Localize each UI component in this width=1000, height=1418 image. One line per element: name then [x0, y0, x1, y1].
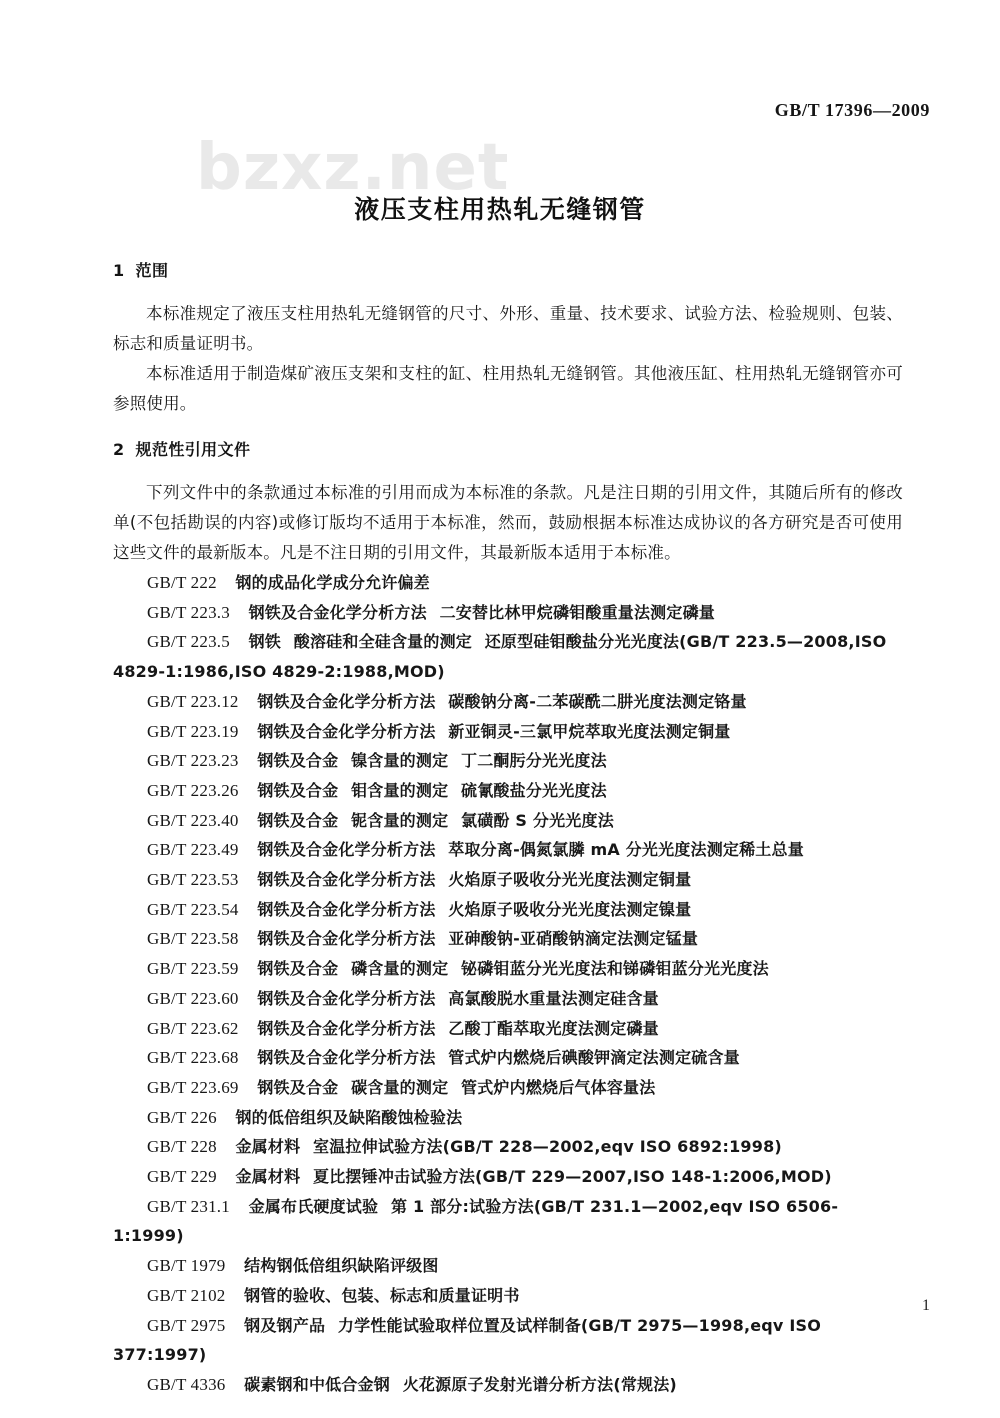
- reference-extra: 管式炉内燃烧后气体容量法: [461, 1077, 656, 1097]
- reference-method: 磷含量的测定: [351, 959, 449, 979]
- clause-heading-1: [113, 258, 903, 281]
- reference-method: 亚砷酸钠-亚硝酸钠滴定法测定锰量: [448, 929, 699, 949]
- reference-item: [113, 776, 903, 806]
- clause-title-1: 范围: [135, 261, 169, 280]
- reference-item: [113, 984, 903, 1014]
- reference-method: 镍含量的测定: [351, 751, 449, 771]
- reference-method: 碳含量的测定: [351, 1077, 449, 1097]
- reference-title: 钢及钢产品: [244, 1315, 326, 1335]
- reference-extra: 丁二酮肟分光光度法: [461, 751, 607, 771]
- reference-title: 钢铁及合金化学分析方法: [257, 840, 436, 860]
- reference-method: 碳酸钠分离-二苯碳酰二肼光度法测定铬量: [448, 691, 747, 711]
- page-number: 1: [922, 1297, 930, 1314]
- reference-method: 铌含量的测定: [351, 810, 449, 830]
- reference-method: 第 1 部分:试验方法(GB/T 231.1—2002,eqv ISO 6506-1:1999): [113, 1196, 839, 1246]
- reference-title: 钢铁及合金化学分析方法: [257, 870, 436, 890]
- reference-item: [113, 1103, 903, 1133]
- reference-code: GB/T 223.40: [147, 810, 239, 830]
- reference-code: GB/T 223.69: [147, 1077, 239, 1097]
- reference-item: [113, 1311, 903, 1370]
- reference-code: GB/T 229: [147, 1167, 217, 1187]
- clause-2-paragraph-1: 下列文件中的条款通过本标准的引用而成为本标准的条款。凡是注日期的引用文件，其随后所有的修改单(不包括勘误的内容)或修订版均不适用于本标准，然而，鼓励根据本标准达成协议的各方研究是否可使用这些文件的最新版本。凡是不注日期的引用文件，其最新版本适用于本标准。: [113, 483, 903, 562]
- reference-code: GB/T 222: [147, 573, 217, 592]
- reference-code: GB/T 223.19: [147, 721, 239, 741]
- reference-item: [113, 1251, 903, 1281]
- reference-item: [113, 1132, 903, 1162]
- reference-code: GB/T 231.1: [147, 1196, 230, 1216]
- reference-method: 萃取分离-偶氮氯膦 mA 分光光度法测定稀土总量: [448, 840, 804, 860]
- reference-item: [113, 1370, 903, 1400]
- reference-extra: 硫氰酸盐分光光度法: [461, 780, 607, 800]
- reference-item: [113, 598, 903, 628]
- reference-title: 碳素钢和中低合金钢: [244, 1374, 390, 1394]
- reference-title: 钢铁: [248, 632, 282, 652]
- reference-title: 钢铁及合金化学分析方法: [257, 721, 436, 741]
- reference-method: 新亚铜灵-三氯甲烷萃取光度法测定铜量: [448, 721, 731, 741]
- clause-number-2: 2: [113, 440, 125, 459]
- reference-code: GB/T 223.62: [147, 1018, 239, 1038]
- reference-item: [113, 717, 903, 747]
- reference-code: GB/T 226: [147, 1107, 217, 1127]
- reference-title: 钢铁及合金化学分析方法: [257, 899, 436, 919]
- reference-item: [113, 1281, 903, 1311]
- reference-item: [113, 806, 903, 836]
- page-title: 液压支柱用热轧无缝钢管: [354, 195, 646, 224]
- reference-code: GB/T 223.58: [147, 929, 239, 949]
- reference-code: GB/T 223.26: [147, 780, 239, 800]
- reference-title: 钢铁及合金化学分析方法: [257, 1018, 436, 1038]
- reference-title: 钢铁及合金: [257, 751, 339, 771]
- reference-title: 钢铁及合金化学分析方法: [257, 691, 436, 711]
- reference-code: GB/T 223.49: [147, 840, 239, 860]
- reference-method: 火焰原子吸收分光光度法测定铜量: [448, 870, 692, 890]
- reference-item: [113, 924, 903, 954]
- reference-code: GB/T 223.53: [147, 870, 239, 890]
- reference-code: GB/T 4336: [147, 1374, 226, 1394]
- reference-item: [113, 954, 903, 984]
- reference-title: 钢的成品化学成分允许偏差: [235, 573, 430, 592]
- reference-item: [113, 746, 903, 776]
- clause-1-paragraph-1: 本标准规定了液压支柱用热轧无缝钢管的尺寸、外形、重量、技术要求、试验方法、检验规则、包装、标志和质量证明书。: [113, 304, 903, 353]
- reference-title: 钢铁及合金: [257, 810, 339, 830]
- reference-method: 管式炉内燃烧后碘酸钾滴定法测定硫含量: [448, 1048, 740, 1068]
- reference-code: GB/T 2102: [147, 1285, 226, 1305]
- reference-code: GB/T 223.68: [147, 1048, 239, 1068]
- reference-title: 钢的低倍组织及缺陷酸蚀检验法: [235, 1107, 463, 1127]
- reference-code: GB/T 223.5: [147, 632, 230, 652]
- reference-item: [113, 627, 903, 686]
- reference-title: 金属布氏硬度试验: [248, 1196, 379, 1216]
- reference-extra: 还原型硅钼酸盐分光光度法(GB/T 223.5—2008,ISO 4829-1:1986,ISO 4829-2:1988,MOD): [113, 632, 887, 682]
- clause-1-paragraph-2: 本标准适用于制造煤矿液压支架和支柱的缸、柱用热轧无缝钢管。其他液压缸、柱用热轧无缝钢管亦可参照使用。: [113, 364, 903, 413]
- clause-heading-2: [113, 437, 903, 460]
- reference-item: [113, 1014, 903, 1044]
- reference-title: 钢铁及合金: [257, 780, 339, 800]
- reference-title: 钢铁及合金化学分析方法: [257, 988, 436, 1008]
- reference-item: [113, 1192, 903, 1251]
- document-body: [113, 258, 903, 1400]
- reference-title: 钢铁及合金化学分析方法: [248, 602, 427, 622]
- reference-method: 酸溶硅和全硅含量的测定: [293, 632, 472, 652]
- reference-item: [113, 895, 903, 925]
- clause-number-1: 1: [113, 261, 125, 280]
- normative-references-list: [113, 568, 903, 1400]
- reference-method: 高氯酸脱水重量法测定硅含量: [448, 988, 659, 1008]
- reference-code: GB/T 1979: [147, 1256, 226, 1276]
- reference-code: GB/T 223.3: [147, 602, 230, 622]
- reference-title: 金属材料: [235, 1137, 301, 1157]
- watermark-text: bzxz.net: [196, 131, 510, 205]
- reference-method: 乙酸丁酯萃取光度法测定磷量: [448, 1018, 659, 1038]
- reference-item: [113, 1073, 903, 1103]
- reference-code: GB/T 228: [147, 1137, 217, 1157]
- reference-extra: 铋磷钼蓝分光光度法和锑磷钼蓝分光光度法: [461, 959, 769, 979]
- reference-title: 金属材料: [235, 1167, 301, 1187]
- reference-item: [113, 865, 903, 895]
- reference-method: 室温拉伸试验方法(GB/T 228—2002,eqv ISO 6892:1998): [313, 1137, 782, 1157]
- reference-title: 钢铁及合金化学分析方法: [257, 1048, 436, 1068]
- reference-method: 火花源原子发射光谱分析方法(常规法): [402, 1374, 677, 1394]
- reference-method: 夏比摆锤冲击试验方法(GB/T 229—2007,ISO 148-1:2006,MOD): [313, 1167, 832, 1187]
- reference-method: 火焰原子吸收分光光度法测定镍量: [448, 899, 692, 919]
- reference-method: 钼含量的测定: [351, 780, 449, 800]
- reference-title: 钢管的验收、包装、标志和质量证明书: [244, 1285, 520, 1305]
- reference-code: GB/T 223.60: [147, 988, 239, 1008]
- reference-item: [113, 835, 903, 865]
- reference-extra: 氯磺酚 S 分光光度法: [461, 810, 614, 830]
- clause-title-2: 规范性引用文件: [135, 440, 251, 459]
- reference-method: 二安替比林甲烷磷钼酸重量法测定磷量: [439, 602, 715, 622]
- reference-code: GB/T 223.23: [147, 751, 239, 771]
- reference-title: 钢铁及合金: [257, 1077, 339, 1097]
- reference-code: GB/T 223.54: [147, 899, 239, 919]
- reference-code: GB/T 223.12: [147, 691, 239, 711]
- reference-code: GB/T 2975: [147, 1315, 226, 1335]
- reference-code: GB/T 223.59: [147, 959, 239, 979]
- standard-code-header: GB/T 17396—2009: [774, 100, 930, 120]
- reference-item: [113, 1162, 903, 1192]
- reference-title: 结构钢低倍组织缺陷评级图: [244, 1256, 439, 1276]
- reference-item: [113, 687, 903, 717]
- reference-title: 钢铁及合金: [257, 959, 339, 979]
- reference-item: [113, 1043, 903, 1073]
- reference-title: 钢铁及合金化学分析方法: [257, 929, 436, 949]
- reference-method: 力学性能试验取样位置及试样制备(GB/T 2975—1998,eqv ISO 377:1997): [113, 1315, 822, 1365]
- reference-item: [113, 568, 903, 598]
